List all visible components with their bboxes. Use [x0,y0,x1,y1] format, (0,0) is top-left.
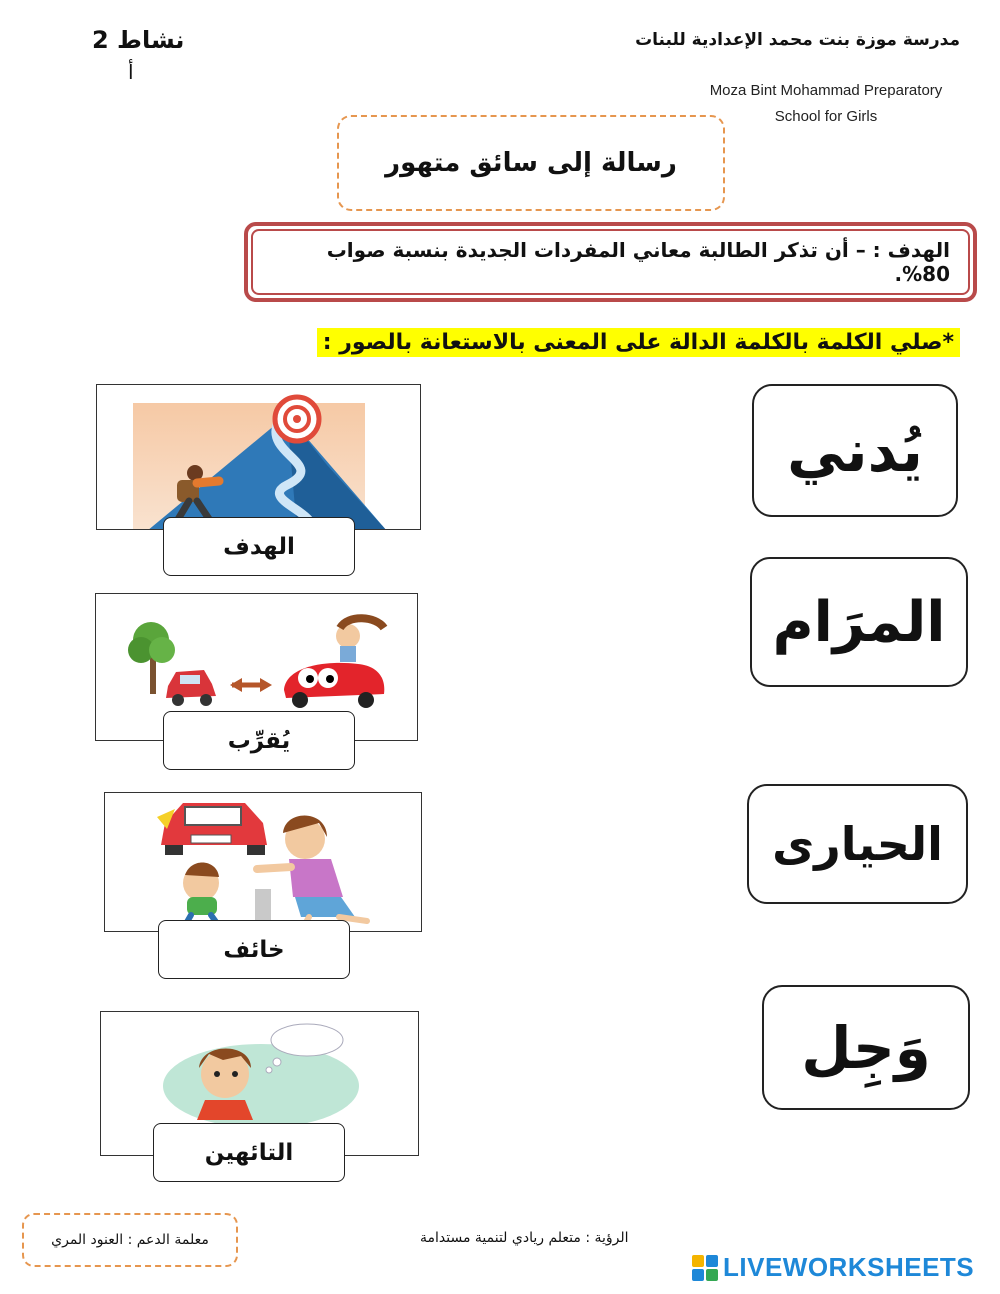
school-name-english [696,78,956,130]
picture-label-text: خائف [223,936,285,963]
picture-label-3 [158,920,350,979]
teacher-name: معلمة الدعم : العنود المري [51,1232,209,1248]
picture-label-2 [163,711,355,770]
picture-label-text: التائهين [204,1139,294,1166]
word-box-3[interactable] [747,784,968,904]
liveworksheets-logo[interactable] [692,1252,974,1283]
mountain-target-illustration [97,385,421,530]
picture-label-text: يُقرِّب [227,727,291,754]
page-title: رسالة إلى سائق متهور [385,148,677,178]
picture-goal [96,384,421,530]
title-box [337,115,725,211]
word-text: الحيارى [772,817,943,871]
school-name-en-line2: School for Girls [774,108,878,125]
word-text: وَجِل [801,1013,931,1082]
teacher-box [22,1213,238,1267]
activity-label: نشاط 2 [92,26,185,54]
instruction: *صلي الكلمة بالكلمة الدالة على المعنى بالاستعانة بالصور : [317,328,960,357]
school-name-en-line1: Moza Bint Mohammad Preparatory [709,82,943,99]
school-name-arabic: مدرسة موزة بنت محمد الإعدادية للبنات [635,30,960,50]
goal-box [244,222,977,302]
frightened-mother-illustration [105,793,422,932]
vision-statement: الرؤية : متعلم ريادي لتنمية مستدامة [420,1230,629,1246]
liveworksheets-icon [692,1255,718,1281]
picture-label-4 [153,1123,345,1182]
activity-sub-label: أ [128,60,134,84]
liveworksheets-brand: LIVEWORKSHEETS [723,1252,975,1282]
word-text: المرَام [772,589,946,655]
picture-label-text: الهدف [223,533,295,560]
picture-afraid [104,792,422,932]
word-box-2[interactable] [750,557,968,687]
picture-label-1 [163,517,355,576]
word-text: يُدني [787,416,923,485]
word-box-1[interactable] [752,384,958,517]
goal-text: الهدف : – أن تذكر الطالبة معاني المفردات الجديدة بنسبة صواب 80%. [251,229,970,295]
word-box-4[interactable] [762,985,970,1110]
